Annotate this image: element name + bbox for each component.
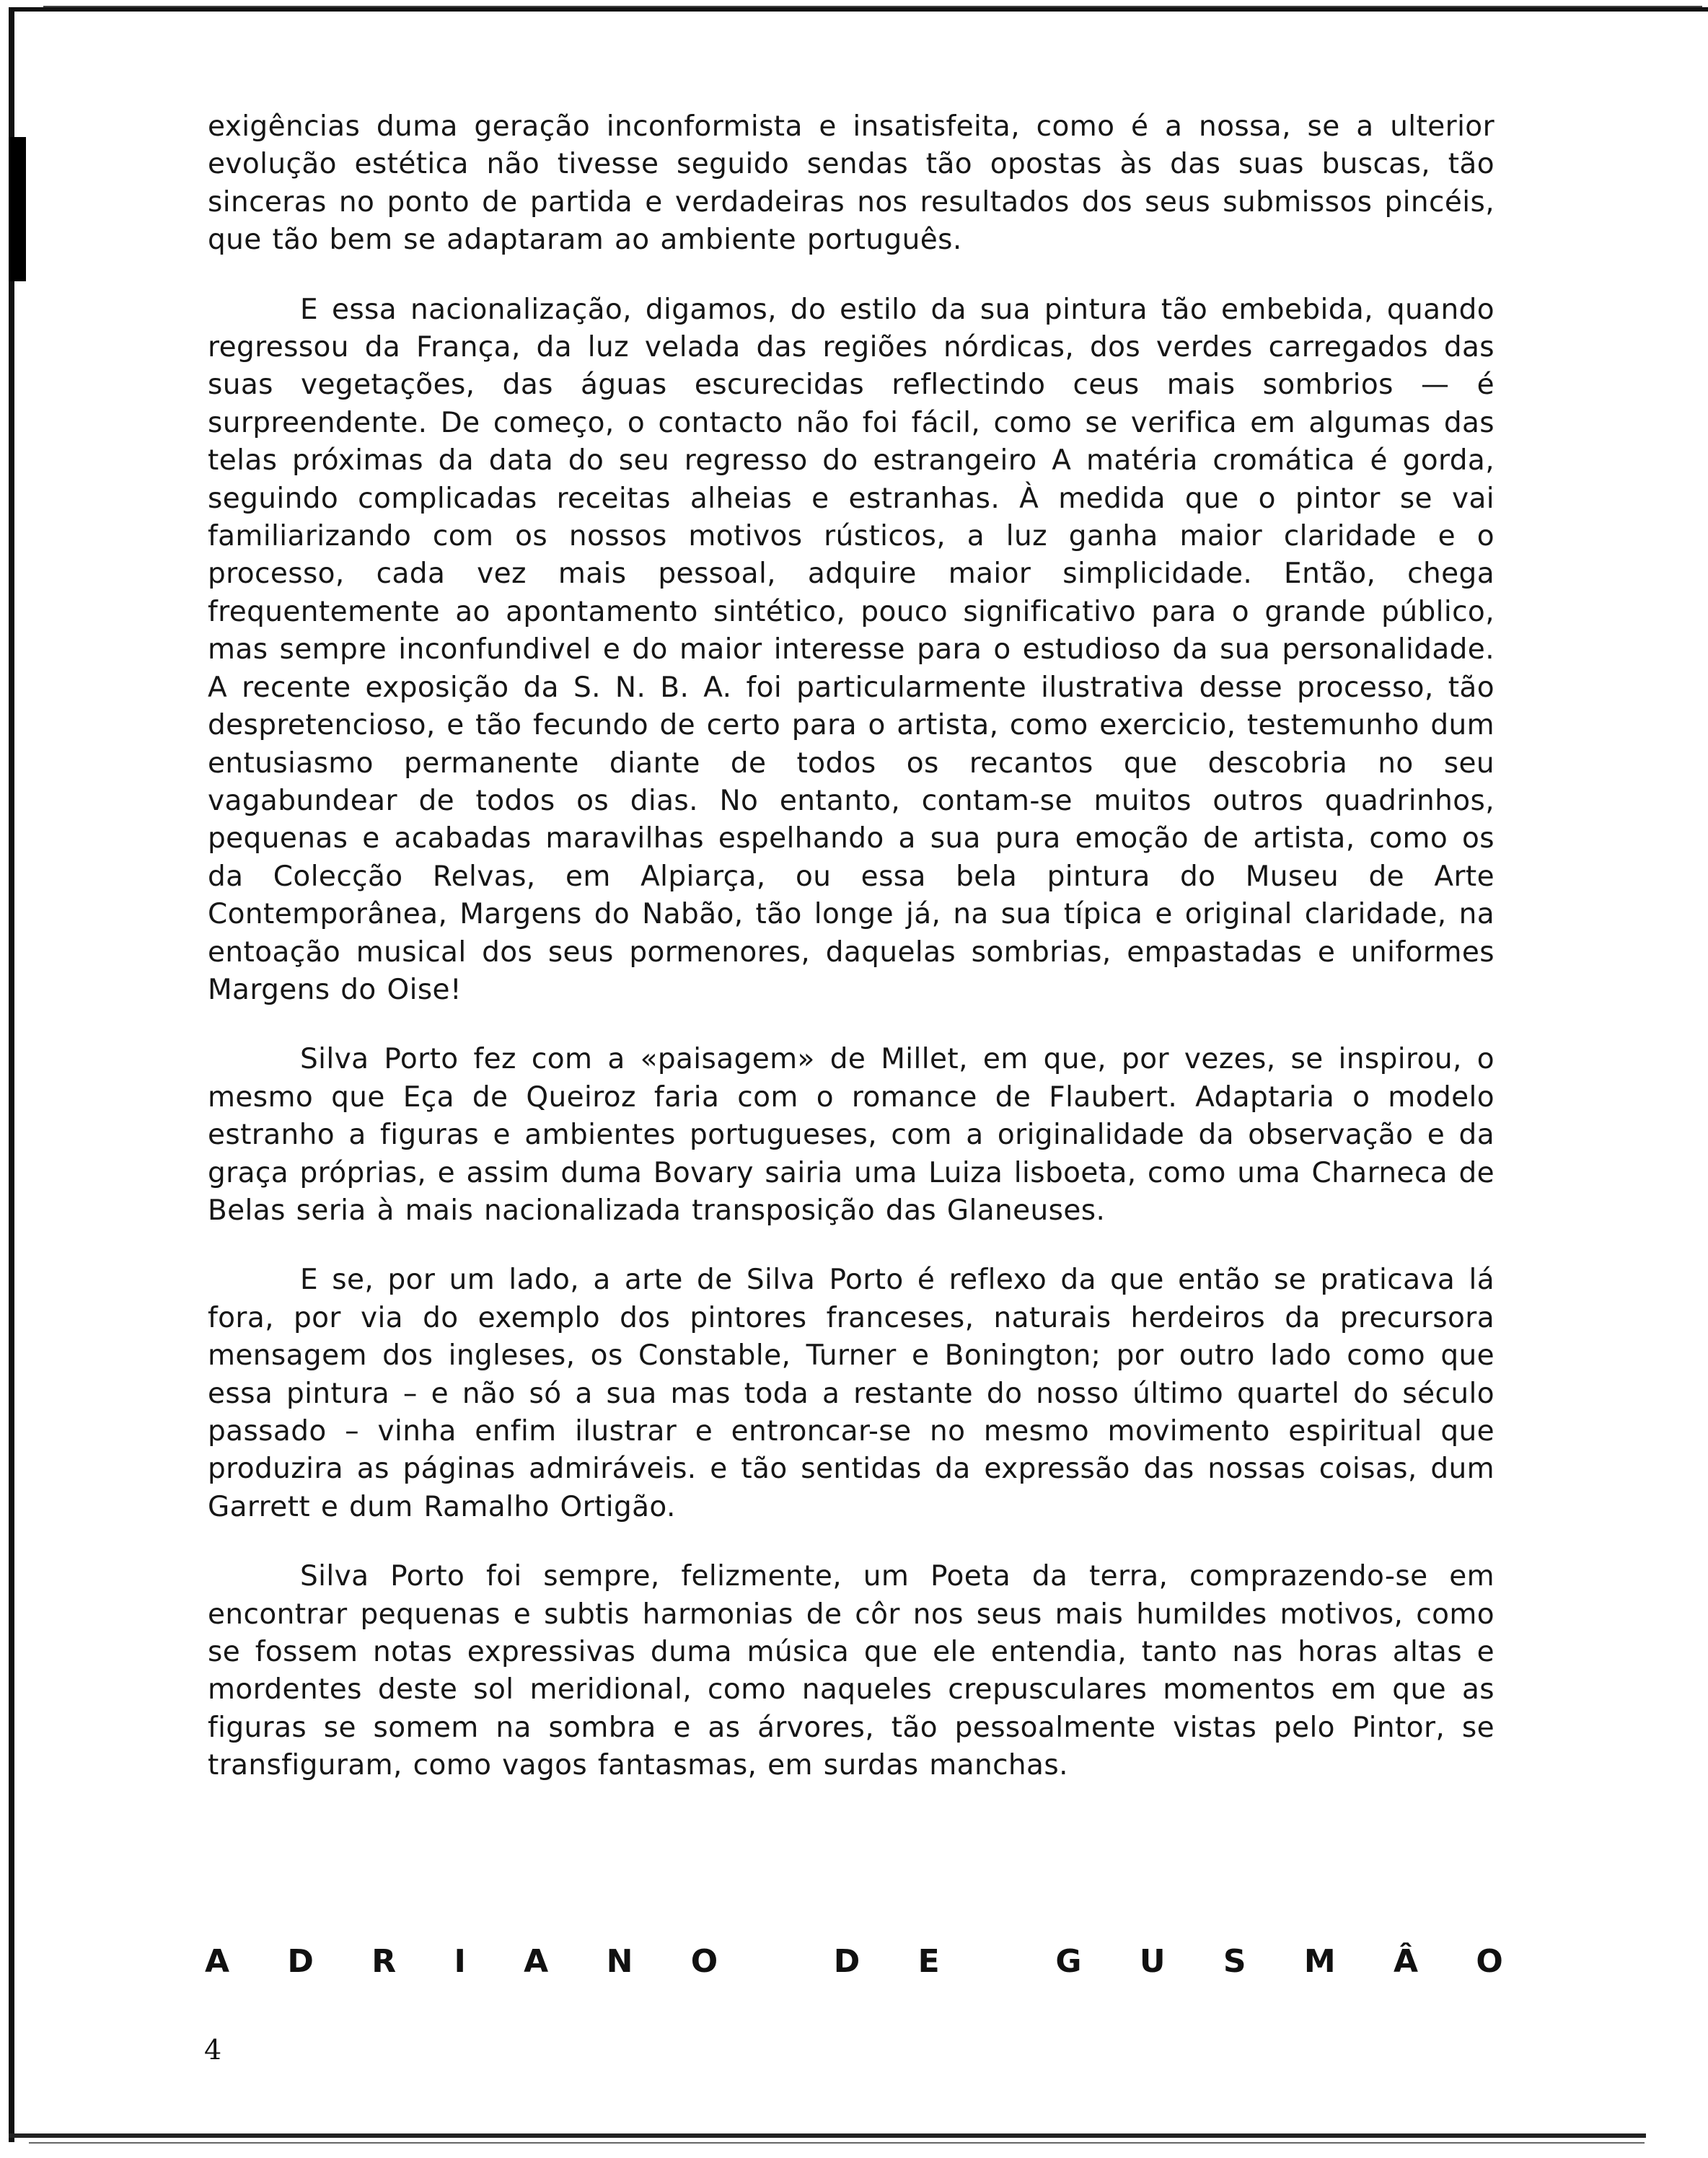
signature-letter: A [524,1943,549,1980]
page-number: 4 [204,2034,222,2066]
signature-letter: M [1303,1943,1336,1980]
scan-edge-top [13,7,1708,12]
signature-letter: O [690,1943,718,1980]
signature-letter: E [917,1943,940,1980]
signature-letter: Â [1394,1943,1419,1980]
scan-edge-bottom [9,2133,1646,2138]
signature-letter: R [371,1943,397,1980]
signature-letter: G [1055,1943,1082,1980]
paragraph-poet-of-the-land: Silva Porto foi sempre, felizmente, um Poeta da terra, comprazendo-se em encontrar pequenas e subtis harmonias de côr nos seus mais humildes motivos, como se fossem notas expressivas duma música que ele entendia, tanto nas horas altas e mordentes deste sol meridional, como naqueles crepusculares momentos em que as figuras se somem na sombra e as árvores, tão pessoalmente vistas pelo Pintor, se transfiguram, como vagos fantasmas, em surdas manchas. [208,1560,1494,1782]
author-signature [205,1943,1503,1980]
scan-edge-bottom-thin [29,2142,1645,2144]
article-body [208,108,1494,1817]
paragraph-continuation: exigências duma geração inconformista e insatisfeita, como é a nossa, se a ulterior evolução estética não tivesse seguido sendas tão opostas às das suas buscas, tão sinceras no ponto de partida e verdadeiras nos resultados dos seus submissos pincéis, que tão bem se adaptaram ao ambiente português. [208,110,1494,257]
paragraph-millet: Silva Porto fez com a «paisagem» de Millet, em que, por vezes, se inspirou, o mesmo que Eça de Queiroz faria com o romance de Flaubert. Adaptaria o modelo estranho a figuras e ambientes portugueses, com a originalidade da observação e da graça próprias, e assim duma Bovary sairia uma Luiza lisboeta, como uma Charneca de Belas seria à mais nacionalizada transposição das Glaneuses. [208,1043,1494,1227]
signature-letter: S [1223,1943,1246,1980]
paragraph-foreign-influence: E se, por um lado, a arte de Silva Porto é reflexo da que então se praticava lá fora, por via do exemplo dos pintores franceses, naturais herdeiros da precursora mensagem dos ingleses, os Constable, Turner e Bonington; por outro lado como que essa pintura – e não só a sua mas toda a restante do nosso último quartel do século passado – vinha enfim ilustrar e entroncar-se no mesmo movimento espiritual que produzira as páginas admiráveis. e tão sentidas da expressão das nossas coisas, dum Garrett e dum Ramalho Ortigão. [208,1264,1494,1523]
scan-edge-left [9,7,14,2142]
signature-letter: D [287,1943,314,1980]
paragraph-nationalization: E essa nacionalização, digamos, do estilo da sua pintura tão embebida, quando regressou da França, da luz velada das regiões nórdicas, dos verdes carregados das suas vegetações, das águas escurecidas reflectindo ceus mais sombrios — é surpreendente. De começo, o contacto não foi fácil, como se verifica em algumas das telas próximas da data do seu regresso do estrangeiro A matéria cromática é gorda, seguindo complicadas receitas alheias e estranhas. À medida que o pintor se vai familiarizando com os nossos motivos rústicos, a luz ganha maior claridade e o processo, cada vez mais pessoal, adquire maior simplicidade. Então, chega frequentemente ao apontamento sintético, pouco significativo para o grande público, mas sempre inconfundivel e do maior interesse para o estudioso da sua personalidade. A recente exposição da S. N. B. A. foi particularmente ilustrativa desse processo, tão despretencioso, e tão fecundo de certo para o artista, como exercicio, testemunho dum entusiasmo permanente diante de todos os recantos que descobria no seu vagabundear de todos os dias. No entanto, contam-se muitos outros quadrinhos, pequenas e acabadas maravilhas espelhando a sua pura emoção de artista, como os da Colecção Relvas, em Alpiarça, ou essa bela pintura do Museu de Arte Contemporânea, Margens do Nabão, tão longe já, na sua típica e original claridade, na entoação musical dos seus pormenores, daquelas sombrias, empastadas e uniformes Margens do Oise! [208,293,1494,1006]
signature-letter: I [454,1943,466,1980]
signature-letter: O [1476,1943,1503,1980]
signature-letter: A [205,1943,230,1980]
scan-edge-left-mark [9,137,26,281]
signature-letter: D [833,1943,860,1980]
signature-letter: U [1139,1943,1166,1980]
signature-letter: N [606,1943,633,1980]
